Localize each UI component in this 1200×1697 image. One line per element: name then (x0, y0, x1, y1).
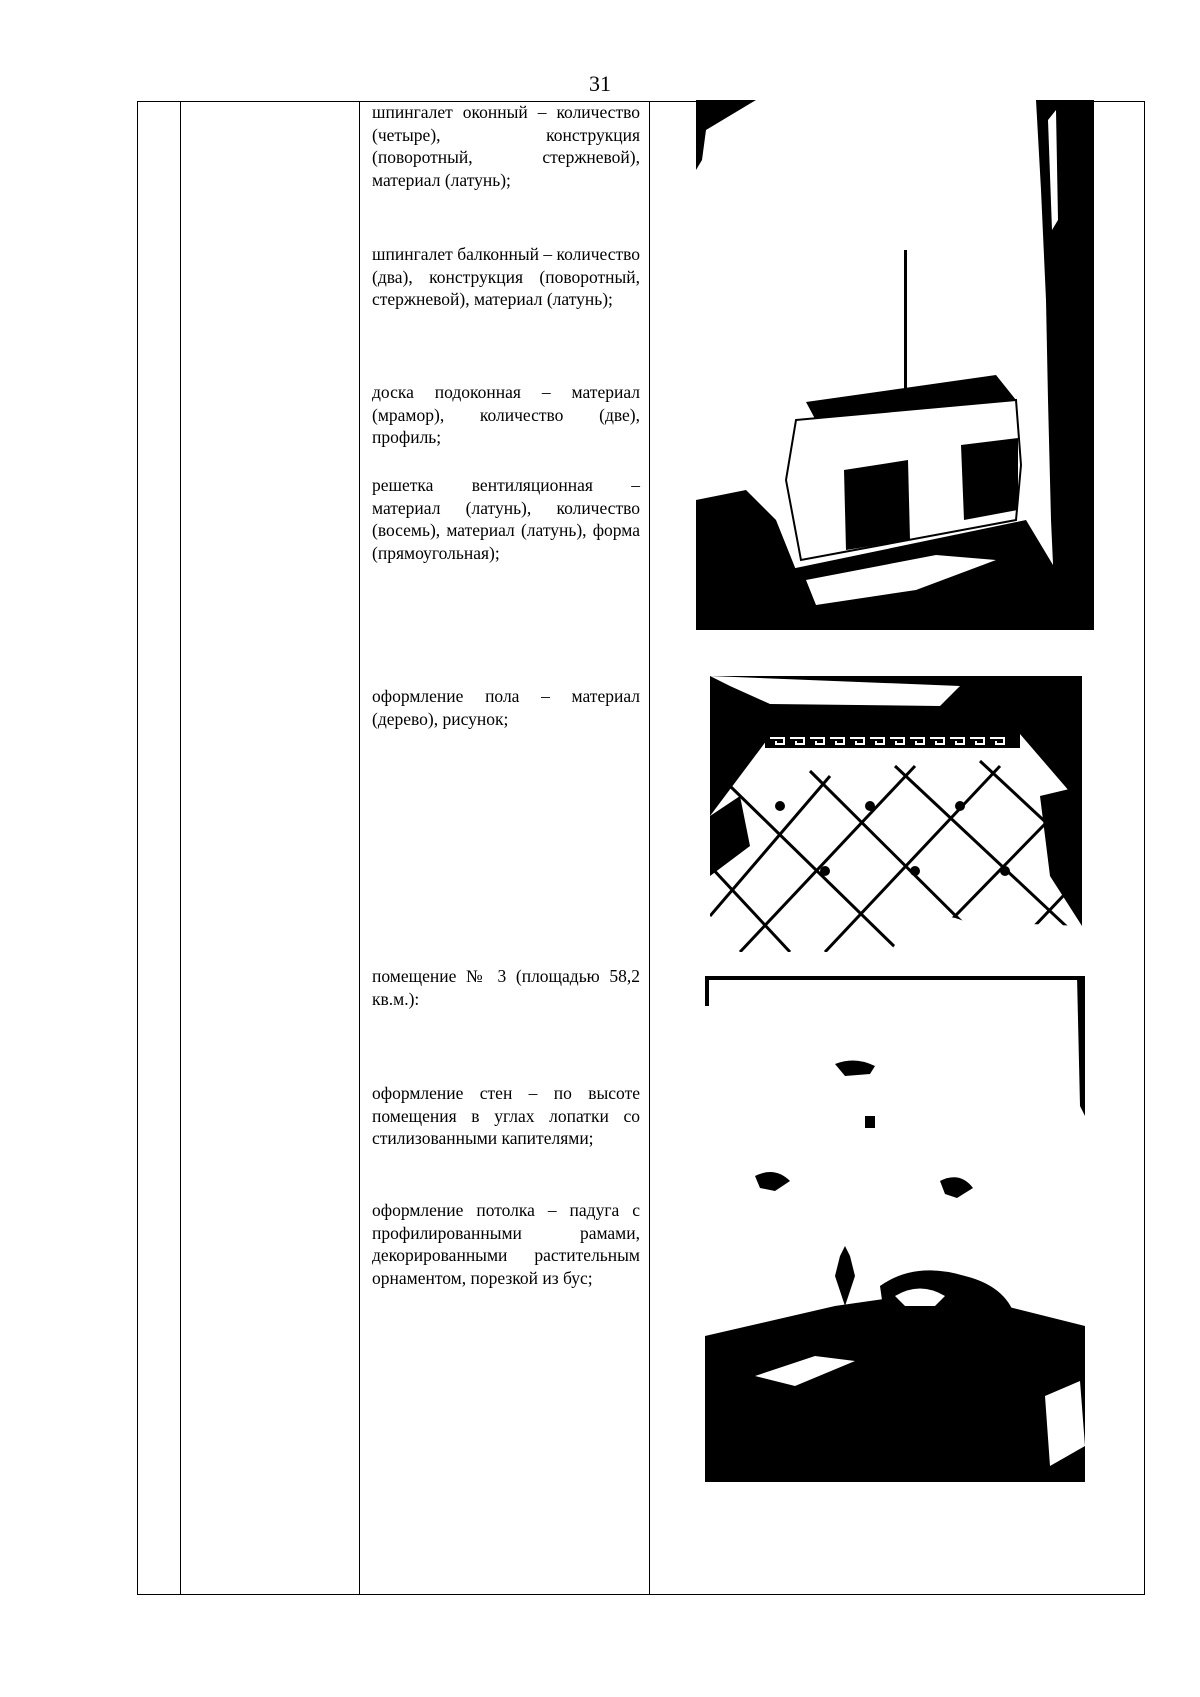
photo-window-sill (696, 100, 1094, 630)
column-divider-3 (649, 102, 650, 1594)
paragraph-ceiling-design: оформление потолка – падуга с профилированными рамами, декорированными растительным орнаментом, порезкой из бус; (372, 1200, 640, 1288)
column-divider-1 (180, 102, 181, 1594)
photo-floor (710, 676, 1082, 952)
paragraph-wall-design: оформление стен – по высоте помещения в углах лопатки со стилизованными капителями; (372, 1083, 640, 1148)
paragraph-window-latch: шпингалет оконный – количество (четыре), конструкция (поворотный, стержневой), материал (латунь); (372, 102, 640, 190)
column-divider-2 (359, 102, 360, 1594)
paragraph-floor-design: оформление пола – материал (дерево), рисунок; (372, 686, 640, 729)
page-number: 31 (589, 71, 611, 96)
paragraph-balcony-latch: шпингалет балконный – количество (два), конструкция (поворотный, стержневой), материал (латунь); (372, 244, 641, 309)
photo-room-ceiling (705, 976, 1085, 1482)
paragraph-ventilation-grille: решетка вентиляционная – материал (латунь), количество (восемь), материал (латунь), форма (прямоугольная); (372, 475, 640, 563)
paragraph-room-3: помещение № 3 (площадью 58,2 кв.м.): (372, 966, 640, 1009)
paragraph-window-sill: доска подоконная – материал (мрамор), количество (две), профиль; (372, 382, 640, 447)
